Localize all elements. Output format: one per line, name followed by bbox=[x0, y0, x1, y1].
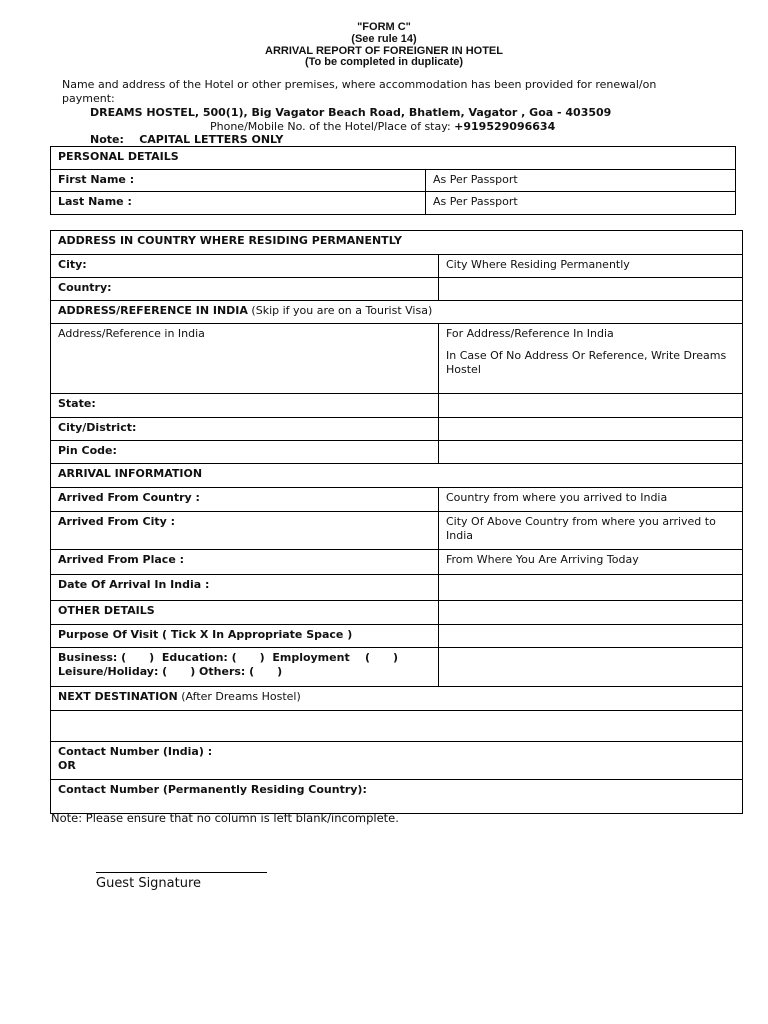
purpose-options[interactable] bbox=[51, 648, 439, 687]
pin-code-label: Pin Code: bbox=[51, 441, 439, 464]
report-title: ARRIVAL REPORT OF FOREIGNER IN HOTEL bbox=[265, 45, 503, 57]
country-field[interactable] bbox=[439, 278, 743, 301]
arrival-date-label: Date Of Arrival In India : bbox=[51, 575, 439, 601]
contact-india-label: Contact Number (India) : bbox=[58, 745, 213, 758]
india-address-heading bbox=[51, 301, 743, 324]
personal-details-heading: PERSONAL DETAILS bbox=[51, 147, 736, 170]
hotel-intro-line1: Name and address of the Hotel or other premises, where accommodation has been provided for renewal/on bbox=[62, 78, 657, 91]
next-destination-note: (After Dreams Hostel) bbox=[181, 690, 301, 703]
arrived-from-city-field[interactable]: City Of Above Country from where you arrived to India bbox=[439, 512, 743, 550]
note-value: CAPITAL LETTERS ONLY bbox=[139, 133, 284, 146]
main-details-table bbox=[50, 230, 743, 814]
other-details-blank bbox=[439, 601, 743, 625]
capital-letters-note bbox=[90, 133, 283, 147]
hotel-phone-label: Phone/Mobile No. of the Hotel/Place of stay: bbox=[210, 120, 451, 133]
contact-india-cell[interactable] bbox=[51, 742, 743, 780]
arrived-from-country-label: Arrived From Country : bbox=[51, 488, 439, 512]
contact-home-cell[interactable] bbox=[51, 780, 743, 814]
first-name-label: First Name : bbox=[51, 170, 426, 192]
purpose-options-line2[interactable]: Leisure/Holiday: ( ) Others: ( ) bbox=[58, 665, 283, 678]
contact-home-label: Contact Number (Permanently Residing Country): bbox=[58, 783, 367, 796]
arrived-from-country-field[interactable]: Country from where you arrived to India bbox=[439, 488, 743, 512]
arrival-information-heading: ARRIVAL INFORMATION bbox=[51, 464, 743, 488]
arrival-date-field[interactable] bbox=[439, 575, 743, 601]
state-field[interactable] bbox=[439, 394, 743, 418]
india-address-heading-title: ADDRESS/REFERENCE IN INDIA bbox=[58, 304, 248, 317]
city-field[interactable]: City Where Residing Permanently bbox=[439, 255, 743, 278]
purpose-options-blank bbox=[439, 648, 743, 687]
arrived-from-place-field[interactable]: From Where You Are Arriving Today bbox=[439, 550, 743, 575]
duplicate-note: (To be completed in duplicate) bbox=[304, 56, 464, 68]
district-label: City/District: bbox=[51, 418, 439, 441]
arrived-from-city-label: Arrived From City : bbox=[51, 512, 439, 550]
arrived-from-place-label: Arrived From Place : bbox=[51, 550, 439, 575]
hotel-name-address: DREAMS HOSTEL, 500(1), Big Vagator Beach Road, Bhatlem, Vagator , Goa - 403509 bbox=[90, 106, 612, 119]
india-address-hint2: In Case Of No Address Or Reference, Write Dreams Hostel bbox=[446, 349, 727, 376]
personal-details-table bbox=[50, 146, 736, 215]
india-address-hint1: For Address/Reference In India bbox=[446, 327, 614, 340]
hotel-phone-value: +919529096634 bbox=[454, 120, 556, 133]
india-address-field[interactable] bbox=[439, 324, 743, 394]
india-address-heading-note: (Skip if you are on a Tourist Visa) bbox=[251, 304, 433, 317]
last-name-label: Last Name : bbox=[51, 192, 426, 215]
purpose-of-visit-blank bbox=[439, 625, 743, 648]
form-title: "FORM C" bbox=[357, 21, 411, 33]
hotel-phone bbox=[210, 120, 555, 134]
next-destination-heading bbox=[51, 687, 743, 711]
district-field[interactable] bbox=[439, 418, 743, 441]
completion-note: Note: Please ensure that no column is left blank/incomplete. bbox=[51, 811, 399, 825]
rule-reference: (See rule 14) bbox=[351, 33, 417, 45]
next-destination-field[interactable] bbox=[51, 711, 743, 742]
last-name-field[interactable]: As Per Passport bbox=[426, 192, 736, 215]
or-label: OR bbox=[58, 759, 76, 772]
first-name-field[interactable]: As Per Passport bbox=[426, 170, 736, 192]
other-details-heading: OTHER DETAILS bbox=[51, 601, 439, 625]
country-label: Country: bbox=[51, 278, 439, 301]
city-label: City: bbox=[51, 255, 439, 278]
next-destination-title: NEXT DESTINATION bbox=[58, 690, 178, 703]
signature-line[interactable] bbox=[96, 872, 267, 873]
permanent-address-heading: ADDRESS IN COUNTRY WHERE RESIDING PERMANENTLY bbox=[51, 231, 743, 255]
note-label: Note: bbox=[90, 133, 124, 146]
india-address-label: Address/Reference in India bbox=[51, 324, 439, 394]
guest-signature-label: Guest Signature bbox=[96, 876, 202, 891]
purpose-of-visit-label: Purpose Of Visit ( Tick X In Appropriate Space ) bbox=[51, 625, 439, 648]
state-label: State: bbox=[51, 394, 439, 418]
purpose-options-line1[interactable]: Business: ( ) Education: ( ) Employment ( ) bbox=[58, 651, 399, 664]
hotel-intro-line2: payment: bbox=[62, 92, 115, 105]
pin-code-field[interactable] bbox=[439, 441, 743, 464]
